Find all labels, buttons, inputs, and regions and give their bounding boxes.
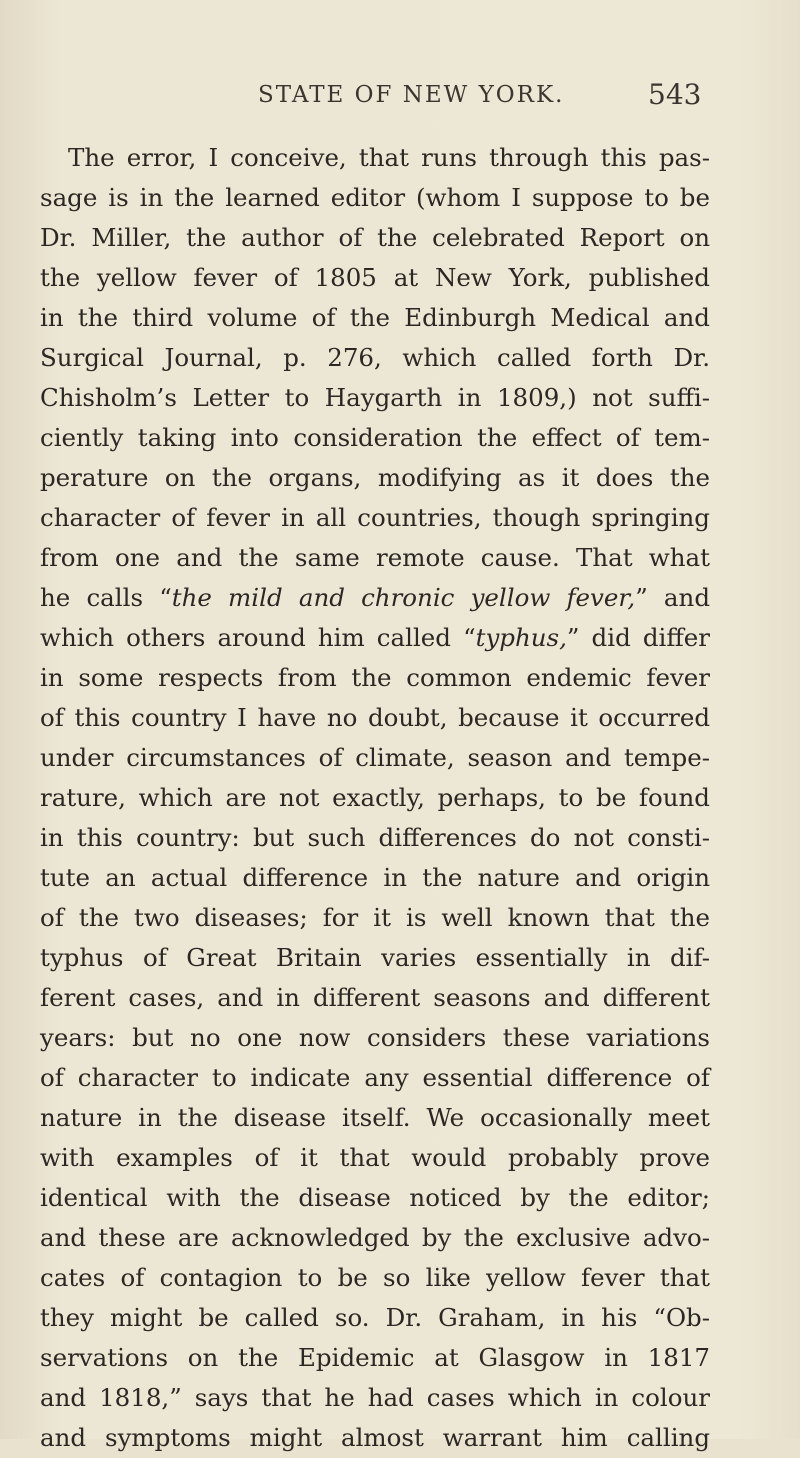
text-line: The error, I conceive, that runs through this pas- [68, 143, 710, 172]
text-line: the yellow fever of 1805 at New York, published [40, 263, 710, 292]
text-line: and symptoms might almost warrant him calling [40, 1423, 710, 1452]
page-header [0, 78, 800, 122]
text-line: of character to indicate any essential difference of [40, 1063, 710, 1092]
text-line: ferent cases, and in different seasons and different [40, 983, 710, 1012]
text-line: under circumstances of climate, season and tempe- [40, 743, 710, 772]
text-line: ciently taking into consideration the effect of tem- [40, 423, 710, 452]
text-line [40, 618, 710, 658]
text-line: cates of contagion to be so like yellow fever that [40, 1263, 710, 1292]
text-line: tute an actual difference in the nature and origin [40, 863, 710, 892]
text-line: from one and the same remote cause. That what [40, 543, 710, 572]
text-line: in some respects from the common endemic fever [40, 663, 710, 692]
running-head: STATE OF NEW YORK. [258, 82, 565, 108]
text-line: rature, which are not exactly, perhaps, to be found [40, 783, 710, 812]
text-line: typhus of Great Britain varies essentially in dif- [40, 943, 710, 972]
text-line: identical with the disease noticed by the editor; [40, 1183, 710, 1212]
text-line: and these are acknowledged by the exclusive advo- [40, 1223, 710, 1252]
text-line: sage is in the learned editor (whom I suppose to be [40, 183, 710, 212]
text-line: character of fever in all countries, though springing [40, 503, 710, 532]
text-segment: ” did differ [566, 623, 710, 652]
text-line: years: but no one now considers these variations [40, 1023, 710, 1052]
text-line [40, 578, 710, 618]
page-number: 543 [648, 78, 702, 111]
text-line: perature on the organs, modifying as it does the [40, 463, 710, 492]
text-line: of the two diseases; for it is well known that the [40, 903, 710, 932]
italic-quote: the mild and chronic yellow fever, [171, 583, 636, 612]
text-line: nature in the disease itself. We occasionally meet [40, 1103, 710, 1132]
text-line: in the third volume of the Edinburgh Medical and [40, 303, 710, 332]
text-segment: ” and [635, 583, 710, 612]
text-line: and 1818,” says that he had cases which in colour [40, 1383, 710, 1412]
text-line: servations on the Epidemic at Glasgow in 1817 [40, 1343, 710, 1372]
text-line: Dr. Miller, the author of the celebrated Report on [40, 223, 710, 252]
text-segment: which others around him called “ [40, 623, 476, 652]
text-line: they might be called so. Dr. Graham, in his “Ob- [40, 1303, 710, 1332]
text-line: with examples of it that would probably prove [40, 1143, 710, 1172]
text-line: of this country I have no doubt, because it occurred [40, 703, 710, 732]
text-line: Surgical Journal, p. 276, which called forth Dr. [40, 343, 710, 372]
italic-quote: typhus, [475, 623, 567, 652]
text-line: Chisholm’s Letter to Haygarth in 1809,) not suffi- [40, 383, 710, 412]
text-segment: he calls “ [40, 583, 172, 612]
text-line: in this country: but such differences do not consti- [40, 823, 710, 852]
